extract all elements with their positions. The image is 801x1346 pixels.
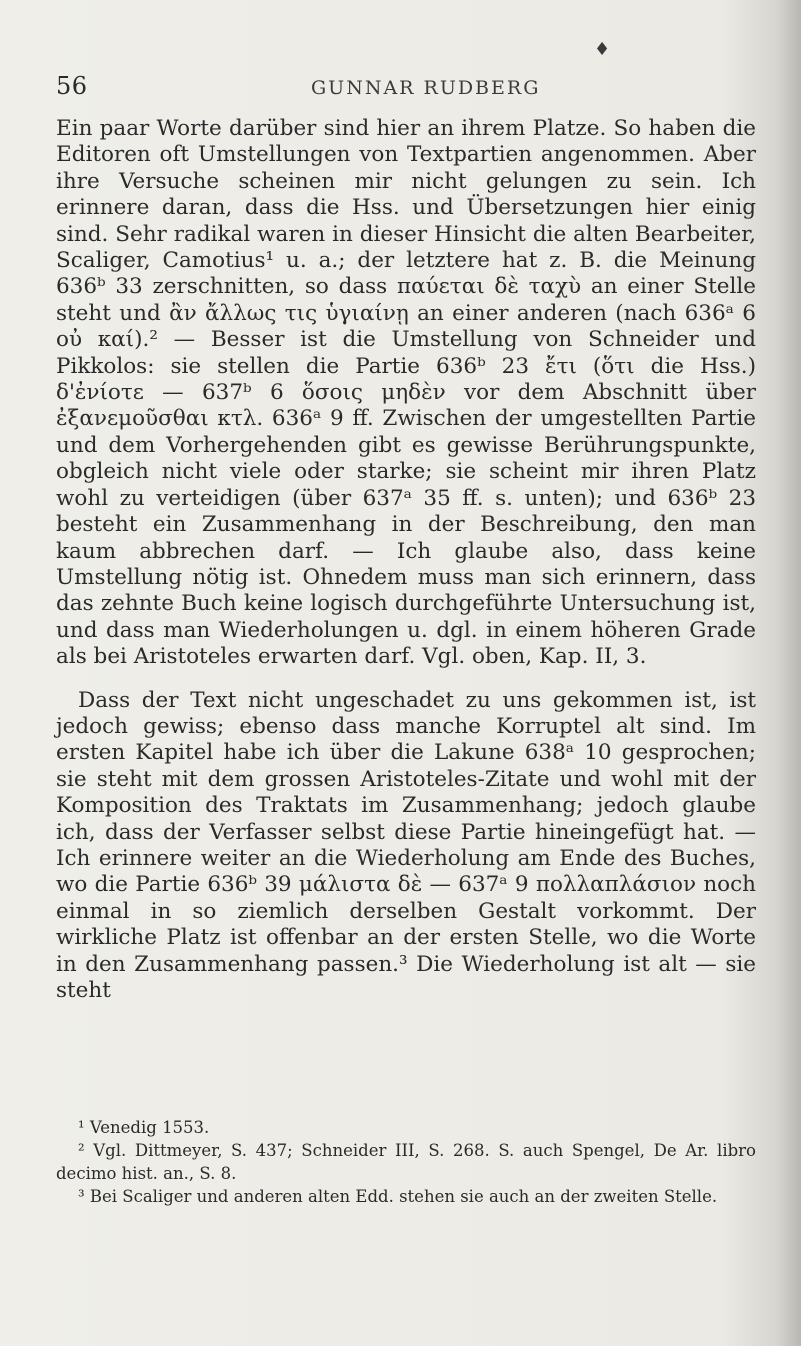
paragraph-1: Ein paar Worte darüber sind hier an ihrem Platze. So haben die Editoren oft Umstellungen von Textpartien angenommen. Aber ihre Versuche scheinen mir nicht gelungen zu sein. Ich erinnere daran, dass die Hss. und Übersetzungen hier einig sind. Sehr radikal waren in dieser Hinsicht die alten Bearbeiter, Scaliger, Camotius¹ u. a.; der letztere hat z. B. die Meinung 636ᵇ 33 zerschnitten, so dass παύεται δὲ ταχὺ an einer Stelle steht und ἂν ἄλλως τις ὑγιαίνῃ an einer anderen (nach 636ᵃ 6 οὐ καί).² — Besser ist die Umstellung von Schneider und Pikkolos: sie stellen die Partie 636ᵇ 23 ἔτι (ὅτι die Hss.) δ'ἐνίοτε — 637ᵇ 6 ὅσοις μηδὲν vor dem Abschnitt über ἐξανεμοῦσθαι κτλ. 636ᵃ 9 ff. Zwischen der umgestellten Partie und dem Vorhergehenden gibt es gewisse Berührungspunkte, obgleich nicht viele oder starke; sie scheint mir ihren Platz wohl zu verteidigen (über 637ᵃ 35 ff. s. unten); und 636ᵇ 23 besteht ein Zusammenhang in der Beschreibung, den man kaum abbrechen darf. — Ich glaube also, dass keine Umstellung nötig ist. Ohnedem muss man sich erinnern, dass das zehnte Buch keine logisch durchgeführte Untersuchung ist, und dass man Wiederholungen u. dgl. in einem höheren Grade als bei Aristoteles erwarten darf. Vgl. oben, Kap. II, 3. bbox=[56, 116, 756, 670]
footnote-2: ² Vgl. Dittmeyer, S. 437; Schneider III, S. 268. S. auch Spengel, De Ar. libro decimo hist. an., S. 8. bbox=[56, 1141, 756, 1183]
footnote-1: ¹ Venedig 1553. bbox=[78, 1118, 210, 1137]
running-title: GUNNAR RUDBERG bbox=[311, 77, 541, 99]
printer-mark: ♦ bbox=[594, 39, 611, 60]
body-text bbox=[56, 116, 756, 1004]
page-number: 56 bbox=[56, 72, 88, 100]
page-header bbox=[56, 72, 756, 106]
paragraph-2: Dass der Text nicht ungeschadet zu uns gekommen ist, ist jedoch gewiss; ebenso dass manche Korruptel alt sind. Im ersten Kapitel habe ich über die Lakune 638ᵃ 10 gesprochen; sie steht mit dem grossen Aristoteles-Zitate und wohl mit der Komposition des Traktats im Zusammenhang; jedoch glaube ich, dass der Verfasser selbst diese Partie hineingefügt hat. — Ich erinnere weiter an die Wiederholung am Ende des Buches, wo die Partie 636ᵇ 39 μάλιστα δὲ — 637ᵃ 9 πολλαπλάσιον noch einmal in so ziemlich derselben Gestalt vorkommt. Der wirkliche Platz ist offenbar an der ersten Stelle, wo die Worte in den Zusammenhang passen.³ Die Wiederholung ist alt — sie steht bbox=[56, 687, 756, 1003]
footnote-3: ³ Bei Scaliger und anderen alten Edd. stehen sie auch an der zweiten Stelle. bbox=[78, 1187, 718, 1206]
footnotes bbox=[56, 1116, 756, 1208]
